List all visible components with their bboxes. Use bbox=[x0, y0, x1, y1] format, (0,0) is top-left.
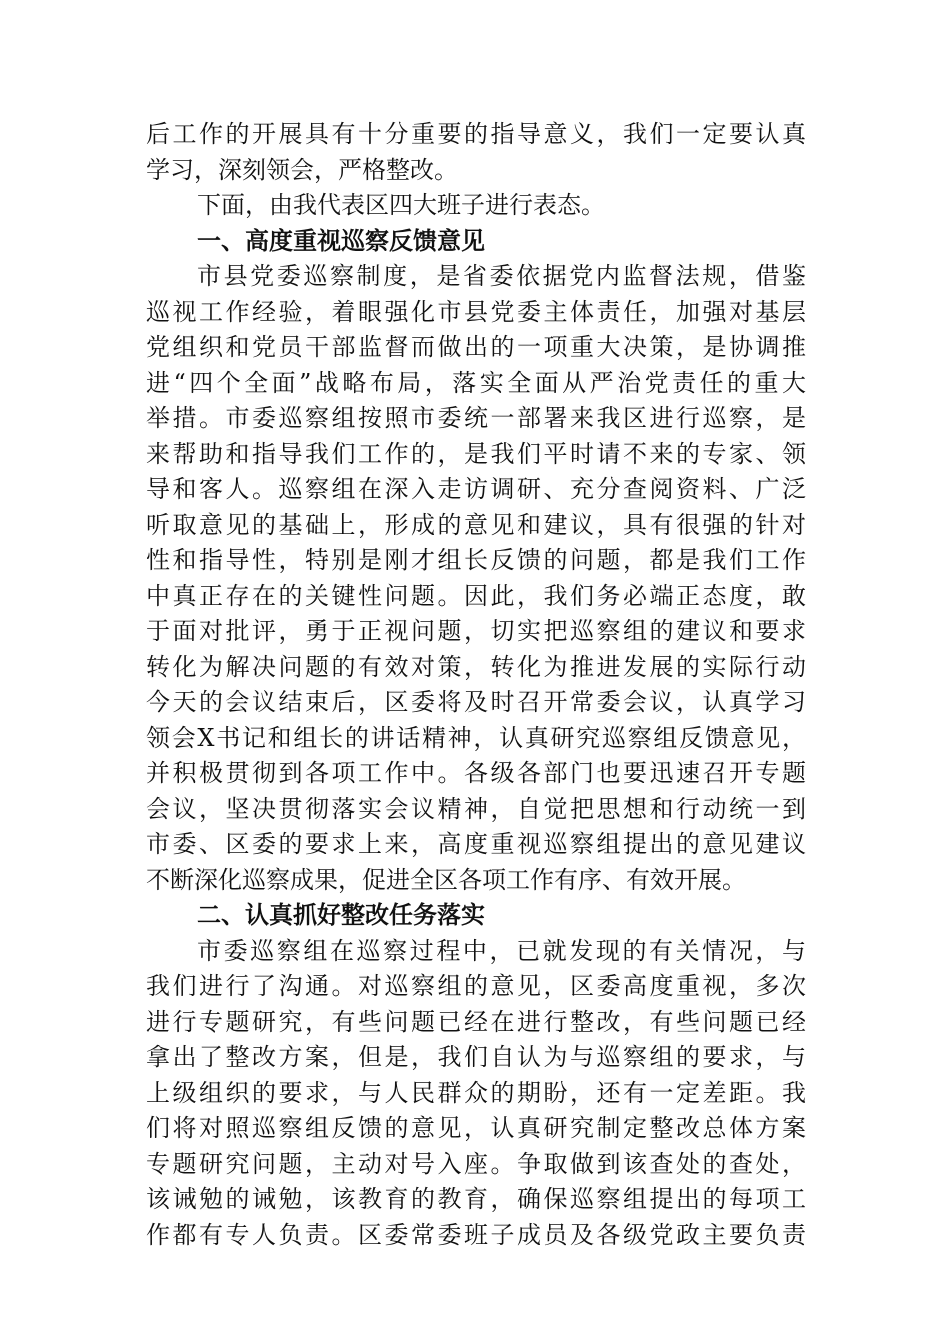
text-line: 巡视工作经验，着眼强化市县党委主体责任，加强对基层 bbox=[146, 297, 806, 326]
text-line: 导和客人。巡察组在深入走访调研、充分查阅资料、广泛 bbox=[146, 475, 806, 503]
text-line: 性和指导性，特别是刚才组长反馈的问题，都是我们工作 bbox=[146, 546, 806, 574]
paragraph-first-line: 市委巡察组在巡察过程中，已就发现的有关情况，与 bbox=[197, 936, 806, 965]
text-line: 于面对批评，勇于正视问题，切实把巡察组的建议和要求 bbox=[146, 617, 806, 645]
text-line: 拿出了整改方案，但是，我们自认为与巡察组的要求，与 bbox=[146, 1043, 806, 1071]
text-line: 举措。市委巡察组按照市委统一部署来我区进行巡察，是 bbox=[146, 404, 806, 432]
section-heading: 一、高度重视巡察反馈意见 bbox=[197, 226, 485, 255]
section-heading: 二、认真抓好整改任务落实 bbox=[197, 901, 485, 929]
text-line: 该诫勉的诫勉，该教育的教育，确保巡察组提出的每项工 bbox=[146, 1185, 806, 1213]
text-line: 学习，深刻领会，严格整改。 bbox=[146, 155, 458, 184]
text-line: 后工作的开展具有十分重要的指导意义，我们一定要认真 bbox=[146, 120, 806, 148]
text-line: 今天的会议结束后，区委将及时召开常委会议，认真学习 bbox=[146, 688, 806, 716]
text-line: 市委、区委的要求上来，高度重视巡察组提出的意见建议 bbox=[146, 830, 806, 858]
text-line: 上级组织的要求，与人民群众的期盼，还有一定差距。我 bbox=[146, 1078, 806, 1107]
text-line: 领会X书记和组长的讲话精神，认真研究巡察组反馈意见， bbox=[146, 723, 806, 752]
text-line: 会议，坚决贯彻落实会议精神，自觉把思想和行动统一到 bbox=[146, 794, 806, 823]
text-line: 转化为解决问题的有效对策，转化为推进发展的实际行动 bbox=[146, 652, 806, 681]
text-line: 党组织和党员干部监督而做出的一项重大决策，是协调推 bbox=[146, 333, 806, 361]
text-line: 不断深化巡察成果，促进全区各项工作有序、有效开展。 bbox=[146, 865, 746, 894]
paragraph-first-line: 市县党委巡察制度，是省委依据党内监督法规，借鉴 bbox=[197, 262, 806, 290]
text-line: 并积极贯彻到各项工作中。各级各部门也要迅速召开专题 bbox=[146, 759, 806, 787]
text-line: 我们进行了沟通。对巡察组的意见，区委高度重视，多次 bbox=[146, 972, 806, 1000]
text-line: 来帮助和指导我们工作的，是我们平时请不来的专家、领 bbox=[146, 439, 806, 468]
paragraph-first-line: 下面，由我代表区四大班子进行表态。 bbox=[197, 191, 605, 219]
text-line: 作都有专人负责。区委常委班子成员及各级党政主要负责 bbox=[146, 1220, 806, 1249]
text-line: 听取意见的基础上，形成的意见和建议，具有很强的针对 bbox=[146, 510, 806, 539]
text-line: 们将对照巡察组反馈的意见，认真研究制定整改总体方案 bbox=[146, 1114, 806, 1142]
document-body bbox=[146, 117, 806, 1253]
text-line: 进行专题研究，有些问题已经在进行整改，有些问题已经 bbox=[146, 1007, 806, 1036]
text-line: 专题研究问题，主动对号入座。争取做到该查处的查处， bbox=[146, 1149, 806, 1178]
text-line: 中真正存在的关键性问题。因此，我们务必端正态度，敢 bbox=[146, 581, 806, 610]
text-line: 进“四个全面”战略布局，落实全面从严治党责任的重大 bbox=[146, 368, 806, 397]
